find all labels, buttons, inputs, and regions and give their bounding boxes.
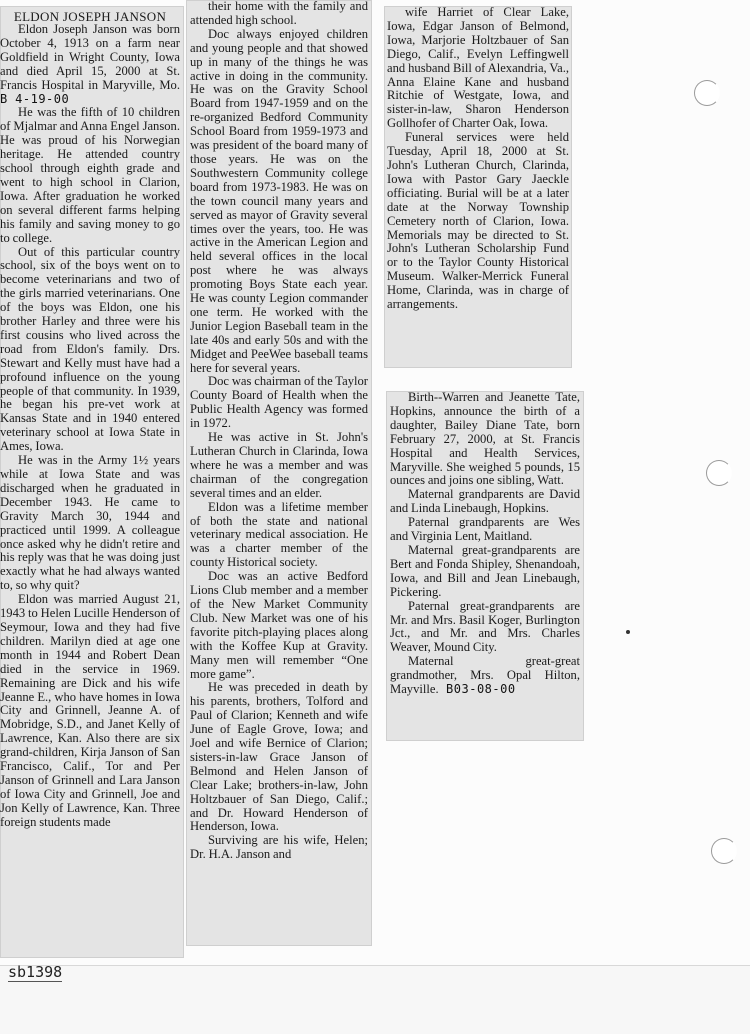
- paragraph-text: Eldon was a lifetime member of both the state and national veterinary medical association. He was a charter member of the county Historical society.: [190, 499, 368, 570]
- paragraph: [0, 593, 180, 829]
- paragraph-text: Paternal great-grandparents are Mr. and Mrs. Basil Koger, Burlington Jct., and Mr. and Mrs. Charles Weaver, Mound City.: [390, 598, 580, 655]
- paragraph: [190, 834, 368, 862]
- paragraph: [190, 28, 368, 376]
- paragraph: [0, 106, 180, 245]
- paragraph: [390, 600, 580, 656]
- paragraph: [190, 431, 368, 501]
- paragraph: [0, 454, 180, 593]
- obituary-column-3: [384, 6, 572, 368]
- paragraph-text: Out of this particular country school, six of the boys went on to become veterinarians and two of the girls married veterinarians. One of the boys was Eldon, one his brother Harley and three were his first cousins who lived across the road from Eldon's family. Drs. Stewart and Kelly must have had a profound influence on the young people of that community. In 1939, he began his pre-vet work at Kansas State and in 1940 entered veterinary school at Iowa State in Ames, Iowa.: [0, 244, 180, 454]
- paragraph: [390, 391, 580, 488]
- paragraph: [190, 0, 368, 28]
- paragraph-text: Maternal great-grandparents are Bert and Fonda Shipley, Shenandoah, Iowa, and Bill and Jean Linebaugh, Pickering.: [390, 542, 580, 599]
- page-bottom-strip: [0, 965, 750, 1034]
- paragraph-text: He was in the Army 1½ years while at Iowa State and was discharged when he graduated in December 1943. He came to Gravity March 30, 1944 and practiced until 1999. A colleague once asked why he didn't retire and his reply was that he was doing just exactly what he had always wanted to, so why quit?: [0, 453, 180, 593]
- paragraph: [390, 655, 580, 697]
- paragraph: [190, 681, 368, 834]
- paragraph-text: He was the fifth of 10 children of Mjalmar and Anna Engel Janson. He was proud of his Norwegian heritage. He attended country school through eighth grade and went to high school in Clarion, Iowa. After graduation he worked on several different farms helping his family and saving money to go to college.: [0, 105, 180, 245]
- paragraph: [390, 516, 580, 544]
- paragraph-text: Birth--Warren and Jeanette Tate, Hopkins, announce the birth of a daughter, Bailey Diane Tate, born February 27, 2000, at St. Francis Hospital and Health Services, Maryville. She weighed 5 pounds, 15 ounces and joins one sibling, Watt.: [390, 391, 580, 488]
- paragraph: [390, 544, 580, 600]
- paragraph-text: He was active in St. John's Lutheran Church in Clarinda, Iowa where he was a member and was chairman of the congregation several times and an elder.: [190, 430, 368, 500]
- paragraph: [390, 488, 580, 516]
- obituary-column-2-body: [190, 0, 368, 862]
- handwritten-date: B03-08-00: [438, 682, 516, 697]
- handwritten-date: B 4-19-00: [0, 91, 70, 106]
- obituary-title: ELDON JOSEPH JANSON: [13, 9, 167, 24]
- paragraph: [0, 23, 180, 106]
- obituary-column-1: [0, 6, 184, 958]
- paragraph-text: Funeral services were held Tuesday, April 18, 2000 at St. John's Lutheran Church, Clarinda, Iowa with Pastor Gary Jaeckle officiating. Burial will be at a later date at the Norway Township Cemetery north of Clarion, Iowa. Memorials may be directed to St. John's Lutheran Scholarship Fund or to the Taylor County Historical Museum. Walker-Merrick Funeral Home, Clarinda, was in charge of arrangements.: [387, 130, 569, 312]
- paragraph-text: Eldon Joseph Janson was born October 4, 1913 on a farm near Goldfield in Wright County, Iowa and died April 15, 2000 at St. Francis Hospital in Maryville, Mo.: [0, 22, 180, 92]
- paragraph: [0, 246, 180, 455]
- paragraph-text: Maternal great-great grandmother, Mrs. Opal Hilton, Mayville.: [390, 654, 580, 697]
- obituary-column-3-body: [387, 6, 569, 312]
- paragraph-text: Doc was chairman of the Taylor County Board of Health when the Public Health Agency was formed in 1972.: [190, 374, 368, 431]
- paragraph-text: Maternal grandparents are David and Linda Linebaugh, Hopkins.: [390, 487, 580, 516]
- birth-announcement-body: [390, 391, 580, 697]
- paragraph-text: Paternal grandparents are Wes and Virginia Lent, Maitland.: [390, 515, 580, 544]
- punch-hole-top: [694, 80, 720, 106]
- paragraph-text: Doc always enjoyed children and young people and that showed up in many of the things he was active in doing in the community. He was on the Gravity School Board from 1947-1959 and on the re-organized Bedford Community School Board from 1959-1973 and was president of the board many of those years. He was on the Southwestern Community college board from 1973-1983. He was on the town council many years and served as mayor of Gravity several times over the years, too. He was active in the American Legion and held several offices in the local post where he was always promoting Boys State each year. He was county Legion commander one term. He worked with the Junior Legion Baseball team in the late 40s and early 50s and with the Midget and PeeWee baseball teams here for several years.: [190, 26, 368, 375]
- paragraph-text: Surviving are his wife, Helen; Dr. H.A. Janson and: [190, 833, 368, 862]
- speck: [626, 630, 630, 634]
- paragraph-text: He was preceded in death by his parents, brothers, Tolford and Paul of Clarion; Kenneth and wife June of Eagle Grove, Iowa; and Joel and wife Bernice of Clarion; sisters-in-law Grace Janson of Belmond and Helen Janson of Clear Lake; brothers-in-law, John Holtzbauer of San Diego, Calif.; and Dr. Howard Henderson of Henderson, Iowa.: [190, 680, 368, 834]
- paragraph-text: Eldon was married August 21, 1943 to Helen Lucille Henderson of Seymour, Iowa and they had five children. Marilyn died at age one month in 1944 and Robert Dean died in the service in 1969. Remaining are Dick and his wife Jeanne E., who have homes in Iowa City and Grinnell, Jeanne A. of Mobridge, S.D., and Janet Kelly of Lawrence, Kan. Also there are six grand-children, Kirja Janson of San Francisco, Calif., Tor and Per Janson of Grinnell and Lara Janson of Iowa City and Grinnell, Joe and Jon Kelly of Lawrence, Kan. Three foreign students made: [0, 592, 181, 829]
- paragraph: [387, 6, 569, 131]
- paragraph-text: their home with the family and attended high school.: [190, 0, 368, 27]
- paragraph-text: Doc was an active Bedford Lions Club member and a member of the New Market Community Club. New Market was one of his favorite pitch-playing places along with the Koffee Kup at Gravity. Many men will remember “One more game”.: [190, 569, 368, 681]
- birth-announcement: [386, 391, 584, 741]
- punch-hole-bottom: [711, 838, 737, 864]
- obituary-column-2: [186, 0, 372, 946]
- obituary-column-1-body: [0, 23, 180, 830]
- paragraph: [387, 131, 569, 312]
- scrapbook-id: sb1398: [8, 963, 63, 981]
- punch-hole-middle: [706, 460, 732, 486]
- paragraph-text: wife Harriet of Clear Lake, Iowa, Edgar Janson of Belmond, Iowa, Marjorie Holtzbauer of San Diego, Calif., Evelyn Leffingwell and husband Bill of Alexandria, Va., Anna Elaine Kane and husband Ritchie of Westgate, Iowa, and sister-in-law, Sharon Henderson Gollhofer of Charter Oak, Iowa.: [387, 6, 569, 131]
- paragraph: [190, 375, 368, 431]
- paragraph: [190, 570, 368, 681]
- paragraph: [190, 501, 368, 571]
